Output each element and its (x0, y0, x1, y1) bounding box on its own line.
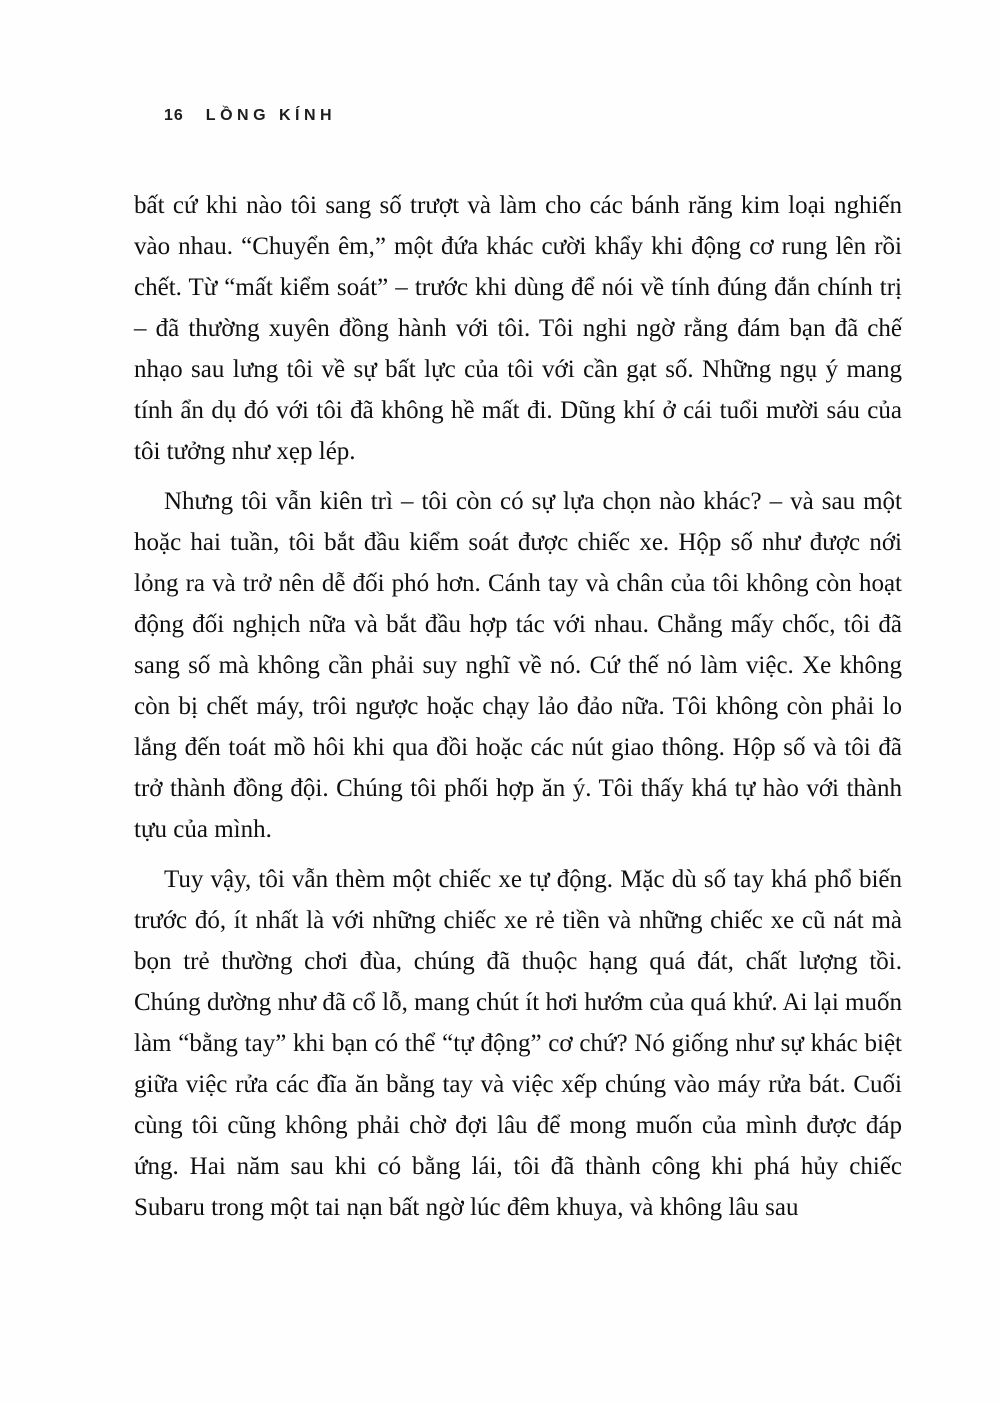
page-body (134, 185, 902, 1237)
page-number: 16 (164, 107, 184, 124)
page-header (164, 107, 336, 125)
paragraph: Nhưng tôi vẫn kiên trì – tôi còn có sự lựa chọn nào khác? – và sau một hoặc hai tuần, tôi bắt đầu kiểm soát được chiếc xe. Hộp số như được nới lỏng ra và trở nên dễ đối phó hơn. Cánh tay và chân của tôi không còn hoạt động đối nghịch nữa và bắt đầu hợp tác với nhau. Chẳng mấy chốc, tôi đã sang số mà không cần phải suy nghĩ về nó. Cứ thế nó làm việc. Xe không còn bị chết máy, trôi ngược hoặc chạy lảo đảo nữa. Tôi không còn phải lo lắng đến toát mồ hôi khi qua đồi hoặc các nút giao thông. Hộp số và tôi đã trở thành đồng đội. Chúng tôi phối hợp ăn ý. Tôi thấy khá tự hào với thành tựu của mình. (134, 488, 902, 843)
paragraph: bất cứ khi nào tôi sang số trượt và làm cho các bánh răng kim loại nghiến vào nhau. “Chuyển êm,” một đứa khác cười khẩy khi động cơ rung lên rồi chết. Từ “mất kiểm soát” – trước khi dùng để nói về tính đúng đắn chính trị – đã thường xuyên đồng hành với tôi. Tôi nghi ngờ rằng đám bạn đã chế nhạo sau lưng tôi về sự bất lực của tôi với cần gạt số. Những ngụ ý mang tính ẩn dụ đó với tôi đã không hề mất đi. Dũng khí ở cái tuổi mười sáu của tôi tưởng như xẹp lép. (134, 192, 902, 465)
paragraph: Tuy vậy, tôi vẫn thèm một chiếc xe tự động. Mặc dù số tay khá phổ biến trước đó, ít nhất là với những chiếc xe rẻ tiền và những chiếc xe cũ nát mà bọn trẻ thường chơi đùa, chúng đã thuộc hạng quá đát, chất lượng tồi. Chúng dường như đã cổ lỗ, mang chút ít hơi hướm của quá khứ. Ai lại muốn làm “bằng tay” khi bạn có thể “tự động” cơ chứ? Nó giống như sự khác biệt giữa việc rửa các đĩa ăn bằng tay và việc xếp chúng vào máy rửa bát. Cuối cùng tôi cũng không phải chờ đợi lâu để mong muốn của mình được đáp ứng. Hai năm sau khi có bằng lái, tôi đã thành công khi phá hủy chiếc Subaru trong một tai nạn bất ngờ lúc đêm khuya, và không lâu sau (134, 866, 902, 1221)
running-title: LỒNG KÍNH (205, 107, 337, 124)
